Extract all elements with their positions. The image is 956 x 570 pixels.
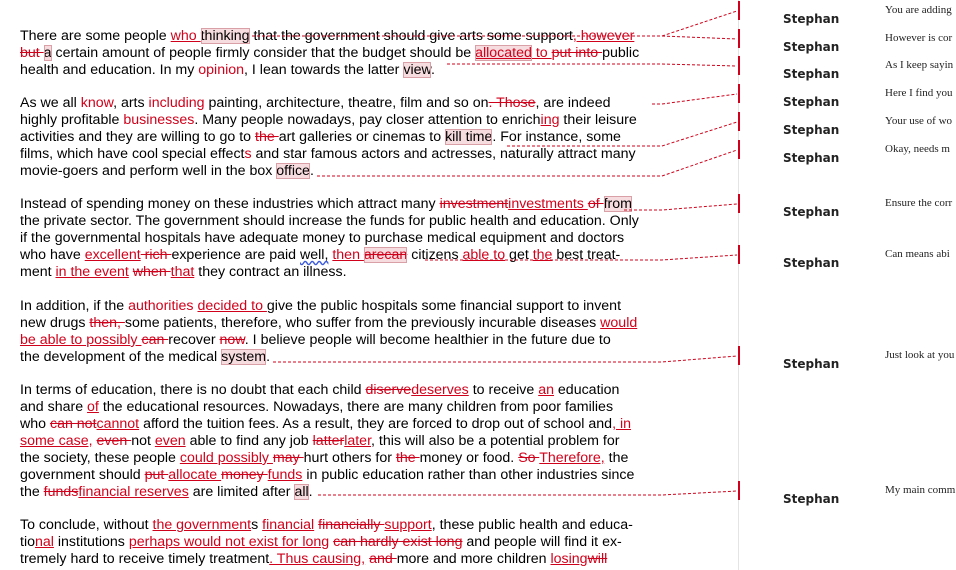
- text-run: art galleries or cinemas to: [278, 129, 446, 145]
- text-run: the educational resources. Nowadays, there are many children from poor families: [98, 399, 614, 415]
- text-line: [20, 332, 670, 349]
- insertion: that: [170, 264, 195, 280]
- revised-word: including: [148, 95, 205, 111]
- text-line: [20, 349, 670, 366]
- deletion: So: [518, 450, 540, 466]
- insertion: nal: [34, 534, 54, 550]
- deletion: but: [20, 45, 44, 61]
- commented-text[interactable]: from: [603, 196, 632, 212]
- text-run: , arts: [113, 95, 149, 111]
- comment-author[interactable]: Stephan: [783, 123, 840, 137]
- deletion: can: [141, 332, 169, 348]
- comment-text[interactable]: Ensure the corr: [885, 197, 953, 209]
- text-run: the: [20, 484, 44, 500]
- paragraph-5: [20, 382, 670, 501]
- text-run: certain amount of people firmly consider that the budget should be: [51, 45, 476, 61]
- insertion: investments: [508, 196, 588, 212]
- text-line: [20, 534, 670, 551]
- text-run: get: [505, 247, 533, 263]
- revised-word: businesses: [123, 112, 195, 128]
- text-run: In addition, if the: [20, 298, 129, 314]
- text-run: and share: [20, 399, 88, 415]
- comment-author[interactable]: Stephan: [783, 492, 840, 506]
- comment-author[interactable]: Stephan: [783, 67, 840, 81]
- comment-text[interactable]: Just look at you: [885, 349, 955, 361]
- text-run: and people will find it ex-: [462, 534, 622, 550]
- text-run: , I lean towards the latter: [244, 62, 404, 78]
- commented-text[interactable]: thinking: [200, 28, 250, 44]
- comment-author[interactable]: Stephan: [783, 95, 840, 109]
- text-run: tremely hard to receive timely treatment: [20, 551, 270, 567]
- insertion: Therefore,: [539, 450, 605, 466]
- commented-text[interactable]: kill time: [445, 129, 493, 145]
- text-run: , this will also be a potential problem for: [371, 433, 620, 449]
- deletion: latter: [312, 433, 345, 449]
- text-run: give the public hospitals some financial support to invent: [266, 298, 622, 314]
- text-run: they contract an illness.: [194, 264, 347, 280]
- commented-text[interactable]: system: [221, 349, 267, 365]
- deletion: the: [395, 450, 420, 466]
- text-run: . I believe people will become healthier in the future due to: [244, 332, 611, 348]
- text-line: [20, 230, 670, 247]
- text-line: [20, 551, 670, 568]
- text-run: best treat-: [552, 247, 621, 263]
- comment-text[interactable]: My main comm: [885, 484, 956, 496]
- text-line: [20, 517, 670, 534]
- text-run: To conclude, without: [20, 517, 153, 533]
- insertion: , in: [612, 416, 632, 432]
- text-run: .: [309, 163, 314, 179]
- text-run: the: [604, 450, 629, 466]
- text-run: In terms of education, there is no doubt that each child: [20, 382, 366, 398]
- text-run: money or food.: [419, 450, 519, 466]
- comment-text[interactable]: However is cor: [885, 32, 953, 44]
- comment-marker[interactable]: [738, 140, 740, 159]
- comment-text[interactable]: You are adding: [885, 4, 952, 16]
- revised-word: opinion: [198, 62, 245, 78]
- deletion: the: [255, 129, 279, 145]
- insertion: funds: [267, 467, 303, 483]
- insertion: financial: [262, 517, 315, 533]
- text-run: are limited after: [188, 484, 295, 500]
- insertion: , however: [572, 28, 635, 44]
- text-run: , are indeed: [535, 95, 611, 111]
- text-run: There are some people: [20, 28, 171, 44]
- comment-author[interactable]: Stephan: [783, 40, 840, 54]
- text-line: [20, 467, 670, 484]
- insertion: later: [344, 433, 372, 449]
- deletion: financially: [318, 517, 385, 533]
- comment-text[interactable]: As I keep sayin: [885, 59, 954, 71]
- text-run: who have: [20, 247, 85, 263]
- deletion: funds: [43, 484, 79, 500]
- deletion: and: [369, 551, 397, 567]
- text-run: s: [251, 517, 263, 533]
- comment-text[interactable]: Your use of wo: [885, 115, 953, 127]
- text-run: tio: [20, 534, 35, 550]
- text-line: [20, 129, 670, 146]
- text-line: [20, 298, 670, 315]
- insertion: support: [384, 517, 432, 533]
- deletion: then,: [89, 315, 125, 331]
- comment-marker[interactable]: [738, 29, 740, 48]
- text-run: and star famous actors and actresses, naturally attract many: [251, 146, 636, 162]
- text-run: the development of the medical: [20, 349, 222, 365]
- comment-text[interactable]: Here I find you: [885, 87, 953, 99]
- text-run: able to find any job: [185, 433, 313, 449]
- commented-text[interactable]: a: [43, 45, 52, 61]
- text-run: Instead of spending money on these industries which attract many: [20, 196, 440, 212]
- text-run: that the government should give arts some support: [249, 28, 573, 44]
- text-run: in public education rather than other industries since: [302, 467, 635, 483]
- text-run: public: [602, 45, 640, 61]
- commented-deletion[interactable]: arecan: [363, 247, 408, 263]
- text-line: [20, 213, 670, 230]
- deletion: now: [219, 332, 245, 348]
- insertion: . Thus causing,: [269, 551, 366, 567]
- text-run: afford the tuition fees. As a result, they are forced to drop out of school and: [139, 416, 613, 432]
- comment-marker[interactable]: [738, 56, 740, 75]
- text-line: [20, 62, 670, 79]
- deletion: will: [587, 551, 608, 567]
- insertion: ing: [540, 112, 560, 128]
- text-line: [20, 382, 670, 399]
- text-line: [20, 315, 670, 332]
- text-line: [20, 416, 670, 433]
- text-line: [20, 196, 670, 213]
- deletion: of: [587, 196, 604, 212]
- spelling-flag: well,: [300, 247, 329, 263]
- insertion: decided to: [197, 298, 267, 314]
- paragraph-3: [20, 196, 670, 281]
- text-run: . For instance, some: [492, 129, 621, 145]
- text-line: [20, 484, 670, 501]
- insertion: in the event: [55, 264, 129, 280]
- text-run: .: [308, 484, 313, 500]
- insertion: perhaps would not exist for long: [128, 534, 330, 550]
- paragraph-6: [20, 517, 670, 568]
- text-run: who: [20, 416, 50, 432]
- text-run: experience are paid: [171, 247, 300, 263]
- text-run: not: [131, 433, 155, 449]
- text-line: [20, 450, 670, 467]
- deletion: even: [96, 433, 132, 449]
- insertion: some case,: [20, 433, 93, 449]
- comment-marker[interactable]: [738, 112, 740, 131]
- text-run: hurt others for: [303, 450, 396, 466]
- text-run: some patients, therefore, who suffer from the previously incurable diseases: [124, 315, 601, 331]
- text-run: ment: [20, 264, 56, 280]
- paragraph-4: [20, 298, 670, 366]
- commented-text[interactable]: office: [276, 163, 310, 179]
- text-run: highly profitable: [20, 112, 124, 128]
- deletion: diserve: [365, 382, 412, 398]
- insertion: deserves: [411, 382, 469, 398]
- text-run: films, which have cool special effect: [20, 146, 245, 162]
- text-run: their leisure: [559, 112, 637, 128]
- insertion: could possibly: [179, 450, 273, 466]
- insertion: cannot: [96, 416, 140, 432]
- deletion: money: [221, 467, 268, 483]
- text-run: the society, these people: [20, 450, 180, 466]
- insertion: who: [170, 28, 201, 44]
- insertion: allocate: [168, 467, 222, 483]
- text-run: movie-goers and perform well in the box: [20, 163, 277, 179]
- insertion: the government: [152, 517, 252, 533]
- deletion: put: [144, 467, 169, 483]
- text-run: painting, architecture, theatre, film and so on: [204, 95, 489, 111]
- text-line: [20, 163, 670, 180]
- text-run: new drugs: [20, 315, 90, 331]
- insertion: to: [531, 45, 552, 61]
- text-line: [20, 264, 670, 281]
- commented-text[interactable]: view: [403, 62, 431, 78]
- comment-author[interactable]: Stephan: [783, 12, 840, 26]
- commented-text[interactable]: all: [294, 484, 309, 500]
- deletion: can hardly exist long: [333, 534, 463, 550]
- paragraph-1: [20, 28, 670, 79]
- text-run: .: [266, 349, 271, 365]
- text-run: to receive: [468, 382, 539, 398]
- text-line: [20, 95, 670, 112]
- revised-word: know: [80, 95, 114, 111]
- deletion: put into: [551, 45, 603, 61]
- revised-word: s: [244, 146, 252, 162]
- comment-marker[interactable]: [738, 481, 740, 500]
- insertion: able to: [462, 247, 506, 263]
- comment-marker[interactable]: [738, 1, 740, 20]
- text-line: [20, 146, 670, 163]
- comment-author[interactable]: Stephan: [783, 205, 840, 219]
- text-run: , these public health and educa-: [431, 517, 633, 533]
- insertion: excellent: [84, 247, 141, 263]
- insertion: even: [154, 433, 186, 449]
- comment-text[interactable]: Okay, needs m: [885, 143, 950, 155]
- insertion: would: [600, 315, 638, 331]
- deletion: investment: [439, 196, 509, 212]
- deletion: can not: [49, 416, 97, 432]
- text-run: citizens: [407, 247, 463, 263]
- text-run: .: [430, 62, 435, 78]
- comment-marker[interactable]: [738, 194, 740, 213]
- comment-marker[interactable]: [738, 245, 740, 264]
- insertion: then: [332, 247, 364, 263]
- insertion: losing: [550, 551, 588, 567]
- deletion: may: [272, 450, 304, 466]
- comment-author[interactable]: Stephan: [783, 256, 840, 270]
- text-line: [20, 45, 670, 62]
- insertion: an: [538, 382, 554, 398]
- insertion: the: [532, 247, 553, 263]
- insertion: of: [87, 399, 99, 415]
- comment-marker[interactable]: [738, 84, 740, 103]
- comment-text[interactable]: Can means abi: [885, 248, 950, 260]
- deletion: when: [132, 264, 171, 280]
- text-run: institutions: [53, 534, 129, 550]
- revised-word: authorities: [128, 298, 194, 314]
- comment-author[interactable]: Stephan: [783, 151, 840, 165]
- text-run: the private sector. The government should increase the funds for public health and education. Only: [20, 213, 639, 229]
- text-run: if the governmental hospitals have adequate money to purchase medical equipment and doctors: [20, 230, 625, 246]
- insertion: financial reserves: [78, 484, 189, 500]
- commented-insertion[interactable]: allocated: [475, 45, 532, 61]
- text-line: [20, 433, 670, 450]
- text-line: [20, 112, 670, 129]
- comment-marker[interactable]: [738, 346, 740, 365]
- text-run: health and education. In my: [20, 62, 199, 78]
- insertion: be able to possibly: [20, 332, 142, 348]
- deletion: rich: [140, 247, 172, 263]
- text-run: . Many people nowadays, pay closer attention to enrich: [194, 112, 541, 128]
- text-run: activities and they are willing to go to: [20, 129, 256, 145]
- text-run: government should: [20, 467, 145, 483]
- comment-author[interactable]: Stephan: [783, 357, 840, 371]
- text-run: more and more children: [396, 551, 551, 567]
- deletion: . Those: [488, 95, 536, 111]
- text-run: As we all: [20, 95, 81, 111]
- text-line: [20, 28, 670, 45]
- text-run: recover: [168, 332, 220, 348]
- text-line: [20, 247, 670, 264]
- paragraph-2: [20, 95, 670, 180]
- text-run: education: [553, 382, 620, 398]
- text-line: [20, 399, 670, 416]
